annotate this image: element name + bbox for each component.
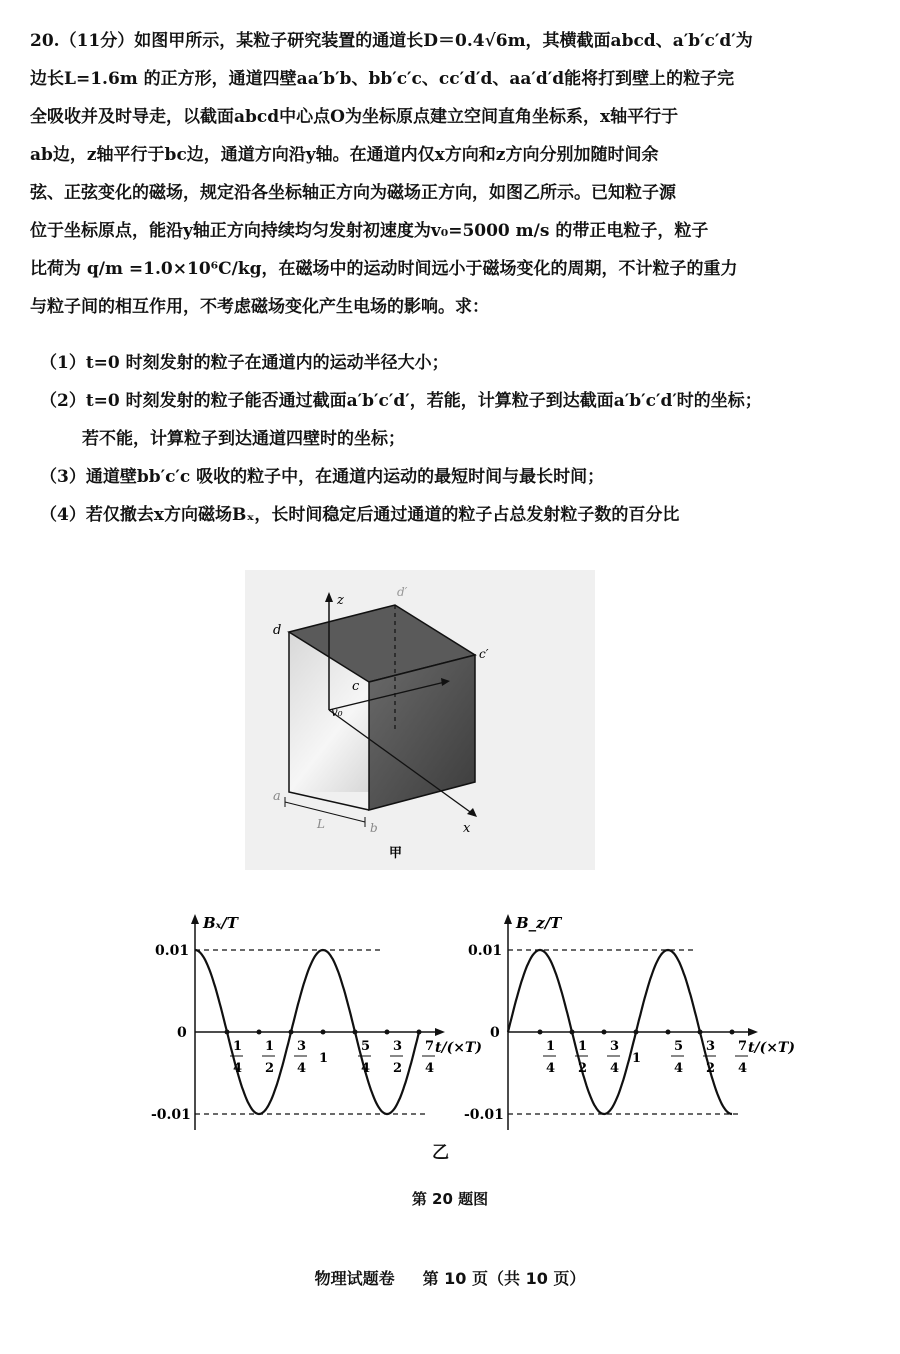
caption-yi: 乙 xyxy=(432,1143,449,1163)
x-axis-label-0: t/(×T) xyxy=(435,1040,482,1056)
x-tick-label-0-3: 1 xyxy=(319,1051,329,1066)
label-z: z xyxy=(337,593,344,608)
x-tick-num-1-2: 3 xyxy=(610,1039,620,1054)
intro-line-4: ab边，z轴平行于bc边，通道方向沿y轴。在通道内仅x方向和z方向分别加随时间余 xyxy=(30,145,659,165)
question-2-continued: 若不能，计算粒子到达通道四壁时的坐标； xyxy=(82,429,405,449)
x-tick-dot-0-6 xyxy=(417,1030,422,1035)
y-axis-label-1: B_z/T xyxy=(516,914,562,932)
problem-points: （11分） xyxy=(59,31,135,51)
problem-intro xyxy=(30,22,860,326)
x-tick-num-1-1: 1 xyxy=(578,1039,588,1054)
label-x: x xyxy=(463,821,471,836)
x-tick-num-0-4: 5 xyxy=(361,1039,371,1054)
question-3: （3）通道壁bb′c′c 吸收的粒子中，在通道内运动的最短时间与最长时间； xyxy=(40,467,605,487)
page-footer xyxy=(0,1266,900,1289)
y-tick-zero-0: 0 xyxy=(177,1025,187,1041)
x-tick-num-1-6: 7 xyxy=(738,1039,748,1054)
l-dimension xyxy=(285,802,365,822)
caption-jia: 甲 xyxy=(389,846,403,861)
x-tick-den-1-2: 4 xyxy=(610,1061,620,1076)
figure-title: 第 20 题图 xyxy=(411,1190,489,1208)
y-axis-arrow-1 xyxy=(504,914,512,924)
x-axis-label-1: t/(×T) xyxy=(748,1040,795,1056)
figure-jia xyxy=(245,570,595,870)
x-axis-arrow-0 xyxy=(435,1028,445,1036)
y-axis-arrow-0 xyxy=(191,914,199,924)
y-tick-min-0: -0.01 xyxy=(151,1107,191,1123)
x-tick-den-1-5: 2 xyxy=(706,1061,716,1076)
x-tick-dot-1-1 xyxy=(570,1030,575,1035)
intro-line-6: 位于坐标原点，能沿y轴正方向持续均匀发射初速度为v₀=5000 m/s 的带正电粒子，粒子 xyxy=(30,221,709,241)
intro-line-7: 比荷为 q/m =1.0×10⁶C/kg，在磁场中的运动时间远小于磁场变化的周期，不计粒子的重力 xyxy=(30,259,738,279)
x-tick-dot-1-6 xyxy=(730,1030,735,1035)
label-c-prime: c′ xyxy=(479,647,489,661)
x-tick-den-0-0: 4 xyxy=(233,1061,243,1076)
y-tick-zero-1: 0 xyxy=(490,1025,500,1041)
y-axis-label-0: Bₓ/T xyxy=(203,914,238,932)
x-tick-dot-1-0 xyxy=(538,1030,543,1035)
x-tick-dot-0-2 xyxy=(289,1030,294,1035)
figure-yi-charts xyxy=(0,900,900,1160)
label-a: a xyxy=(273,789,281,804)
label-v0: v₀ xyxy=(331,705,343,719)
x-tick-dot-1-4 xyxy=(666,1030,671,1035)
x-tick-den-1-0: 4 xyxy=(546,1061,556,1076)
y-tick-min-1: -0.01 xyxy=(464,1107,504,1123)
x-tick-dot-1-2 xyxy=(602,1030,607,1035)
label-d: d xyxy=(273,623,282,638)
x-tick-num-0-2: 3 xyxy=(297,1039,307,1054)
y-tick-max-1: 0.01 xyxy=(468,943,503,959)
y-tick-max-0: 0.01 xyxy=(155,943,190,959)
label-c: c xyxy=(352,679,360,694)
x-tick-dot-1-5 xyxy=(698,1030,703,1035)
intro-line-text: 如图甲所示，某粒子研究装置的通道长D＝0.4√6m，其横截面abcd、a′b′c′d′为 xyxy=(134,31,753,51)
x-tick-dot-0-3 xyxy=(321,1030,326,1035)
question-2: （2）t=0 时刻发射的粒子能否通过截面a′b′c′d′，若能，计算粒子到达截面a′b′c′d′时的坐标； xyxy=(40,391,762,411)
x-tick-dot-0-1 xyxy=(257,1030,262,1035)
label-b: b xyxy=(370,821,378,835)
intro-line-1 xyxy=(30,22,860,60)
question-4: （4）若仅撤去x方向磁场Bₓ，长时间稳定后通过通道的粒子占总发射粒子数的百分比 xyxy=(40,505,680,525)
z-axis-arrow xyxy=(325,592,333,602)
x-tick-den-0-1: 2 xyxy=(265,1061,275,1076)
label-L: L xyxy=(317,817,325,831)
x-tick-den-0-5: 2 xyxy=(393,1061,403,1076)
x-tick-num-1-5: 3 xyxy=(706,1039,716,1054)
x-tick-dot-0-4 xyxy=(353,1030,358,1035)
x-tick-dot-0-5 xyxy=(385,1030,390,1035)
intro-line-8: 与粒子间的相互作用，不考虑磁场变化产生电场的影响。求： xyxy=(30,297,489,317)
x-tick-den-1-6: 4 xyxy=(738,1061,748,1076)
x-tick-den-0-4: 4 xyxy=(361,1061,371,1076)
x-tick-num-0-0: 1 xyxy=(233,1039,243,1054)
footer-page: 第 10 页（共 10 页） xyxy=(422,1269,586,1288)
x-tick-num-1-0: 1 xyxy=(546,1039,556,1054)
intro-line-3: 全吸收并及时导走，以截面abcd中心点O为坐标原点建立空间直角坐标系，x轴平行于 xyxy=(30,107,679,127)
x-tick-den-0-2: 4 xyxy=(297,1061,307,1076)
side-wall xyxy=(369,655,475,810)
x-tick-num-1-4: 5 xyxy=(674,1039,684,1054)
question-1: （1）t=0 时刻发射的粒子在通道内的运动半径大小； xyxy=(40,353,449,373)
x-tick-label-1-3: 1 xyxy=(632,1051,642,1066)
intro-line-2: 边长L=1.6m 的正方形，通道四壁aa′b′b、bb′c′c、cc′d′d、aa′d′d能将打到壁上的粒子完 xyxy=(30,69,735,89)
x-tick-den-1-4: 4 xyxy=(674,1061,684,1076)
x-tick-den-0-6: 4 xyxy=(425,1061,435,1076)
x-tick-dot-0-0 xyxy=(225,1030,230,1035)
x-axis-arrow-1 xyxy=(748,1028,758,1036)
x-tick-den-1-1: 2 xyxy=(578,1061,588,1076)
x-tick-num-0-5: 3 xyxy=(393,1039,403,1054)
problem-number: 20. xyxy=(30,31,60,51)
label-d-prime: d′ xyxy=(397,585,408,599)
x-tick-num-0-6: 7 xyxy=(425,1039,435,1054)
intro-line-5: 弦、正弦变化的磁场，规定沿各坐标轴正方向为磁场正方向，如图乙所示。已知粒子源 xyxy=(30,183,676,203)
x-axis-arrow xyxy=(467,808,477,817)
channel-diagram xyxy=(245,570,595,870)
footer-subject: 物理试题卷 xyxy=(314,1269,395,1288)
x-tick-dot-1-3 xyxy=(634,1030,639,1035)
x-tick-num-0-1: 1 xyxy=(265,1039,275,1054)
